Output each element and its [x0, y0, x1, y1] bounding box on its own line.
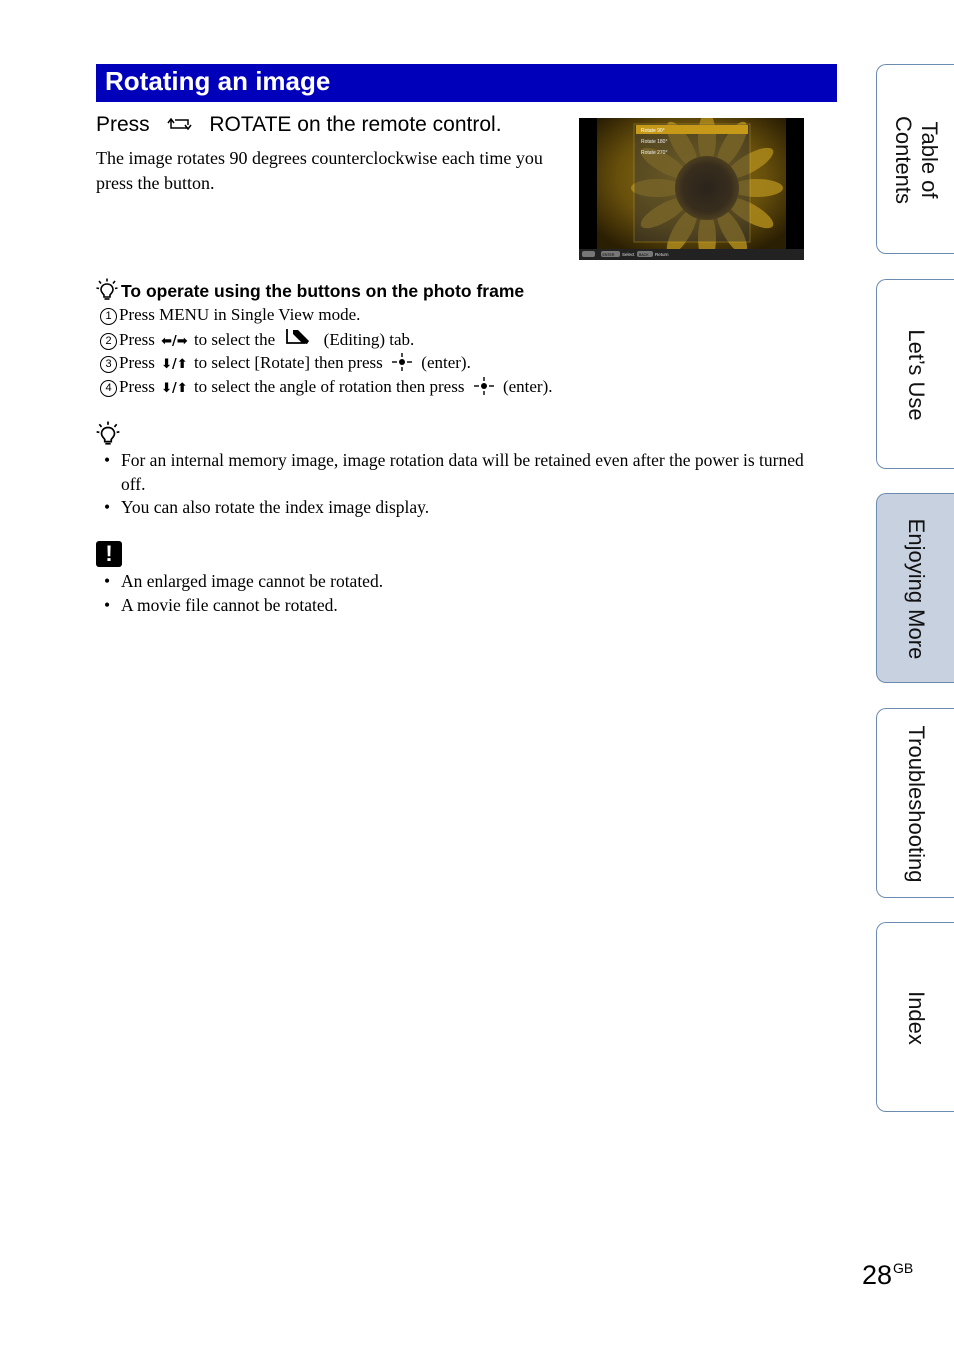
press-instruction [96, 113, 502, 137]
page-number [862, 1260, 913, 1291]
step-text: (enter). [421, 353, 471, 372]
step-item [100, 303, 553, 327]
step-text: to select the angle of rotation then press [193, 377, 465, 396]
hints-list [104, 449, 824, 520]
page-number-value: 28 [862, 1260, 893, 1290]
step-text: Press [119, 377, 155, 396]
screen-preview [579, 118, 804, 260]
step-item [100, 327, 553, 351]
screen-return-label: Return [655, 252, 669, 257]
screen-menu-item: Rotate 90° [641, 128, 665, 134]
hint-item: • You can also rotate the index image display. [104, 496, 824, 520]
press-label: Press [96, 113, 150, 136]
step-number: 3 [100, 356, 117, 373]
step-item [100, 375, 553, 399]
step-text: to select [Rotate] then press [193, 353, 383, 372]
tab-enjoying-more[interactable] [876, 493, 954, 683]
warnings-list [104, 570, 824, 617]
rotation-description: The image rotates 90 degrees counterclockwise each time you press the button. [96, 148, 543, 193]
step-item [100, 351, 553, 375]
screen-back-key: BACK [639, 252, 649, 257]
rotate-icon [166, 114, 196, 134]
screen-enter-key: ENTER [602, 252, 615, 257]
warning-item: • An enlarged image cannot be rotated. [104, 570, 824, 594]
screen-select-label: Select [622, 252, 635, 257]
section-title: Rotating an image [105, 66, 331, 96]
tab-label: Index [904, 991, 929, 1045]
tab-troubleshooting[interactable] [876, 708, 954, 898]
press-action-text: ROTATE on the remote control. [209, 113, 502, 136]
enter-icon [391, 352, 413, 372]
step-text: (Editing) tab. [323, 330, 415, 349]
photo-frame-tip-title: To operate using the buttons on the photo frame [121, 281, 525, 301]
tab-index[interactable] [876, 922, 954, 1112]
tab-table-of-contents[interactable] [876, 64, 954, 254]
tab-label: Enjoying More [904, 518, 929, 660]
page-suffix: GB [893, 1260, 914, 1276]
screen-menu-item: Rotate 180° [641, 139, 668, 145]
step-number: 2 [100, 333, 117, 350]
warning-icon: ! [96, 541, 122, 567]
lightbulb-icon [96, 278, 118, 302]
section-title-bar [96, 64, 837, 102]
enter-icon [473, 376, 495, 396]
screen-menu-item: Rotate 270° [641, 150, 668, 156]
step-text: Press [119, 330, 155, 349]
sunflower-screenshot [579, 118, 804, 260]
left-right-arrows-icon: ⬅/➡ [161, 334, 188, 349]
step-text: to select the [193, 330, 276, 349]
hint-item: • For an internal memory image, image rotation data will be retained even after the power is turned off. [104, 449, 824, 496]
tab-label: Troubleshooting [904, 725, 929, 883]
tab-lets-use[interactable] [876, 279, 954, 469]
step-text: Press [119, 353, 155, 372]
step-number: 1 [100, 308, 117, 325]
lightbulb-icon [96, 421, 120, 447]
step-list [100, 303, 553, 399]
down-up-arrows-icon: ⬇/⬆ [161, 357, 188, 372]
step-number: 4 [100, 380, 117, 397]
photo-frame-tip-heading [96, 278, 524, 302]
tab-label: Table of Contents [891, 115, 942, 205]
step-text: (enter). [502, 377, 553, 396]
editing-tab-icon [285, 327, 313, 347]
tab-label: Let’s Use [904, 329, 929, 421]
step-text: Press MENU in Single View mode. [119, 305, 361, 324]
down-up-arrows-icon: ⬇/⬆ [161, 381, 188, 396]
warning-item: • A movie file cannot be rotated. [104, 594, 824, 618]
